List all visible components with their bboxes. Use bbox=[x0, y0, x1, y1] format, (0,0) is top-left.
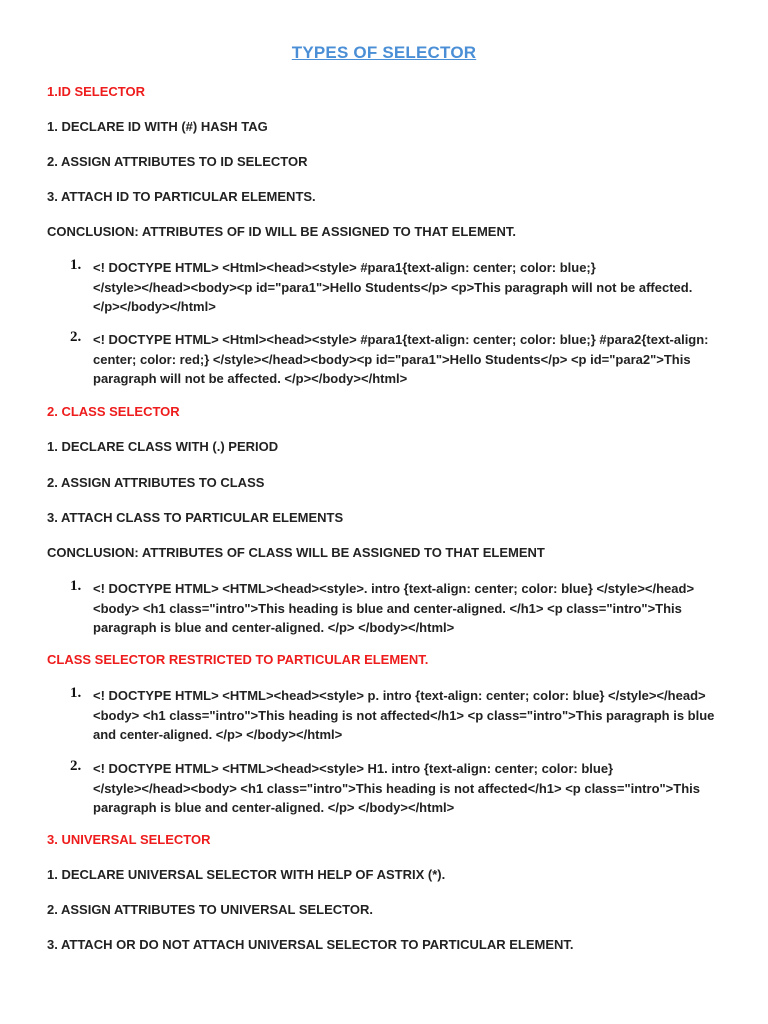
code-line: </p></body></html> bbox=[93, 299, 216, 314]
code-example-text bbox=[93, 579, 718, 638]
code-example-text bbox=[93, 258, 718, 317]
class-step-1: 1. DECLARE CLASS WITH (.) PERIOD bbox=[47, 439, 279, 454]
class-step-2: 2. ASSIGN ATTRIBUTES TO CLASS bbox=[47, 475, 265, 490]
code-example-text bbox=[93, 759, 718, 818]
section-heading-id-selector: 1.ID SELECTOR bbox=[47, 84, 146, 99]
list-number: 1. bbox=[70, 257, 82, 273]
code-line: </style></head><body> <h1 class="intro">This heading is not affected</h1> <p class="intro">This bbox=[93, 780, 700, 796]
code-line: <! DOCTYPE HTML> <Html><head><style> #para1{text-align: center; color: blue;} bbox=[93, 260, 596, 275]
code-line: paragraph is blue and center-aligned. </p> </body></html> bbox=[93, 620, 455, 635]
section-heading-class-selector: 2. CLASS SELECTOR bbox=[47, 404, 180, 419]
list-number: 1. bbox=[70, 685, 82, 701]
code-line: and center-aligned. </p> </body></html> bbox=[93, 727, 343, 742]
code-line: </style></head><body><p id="para1">Hello Students</p> <p>This paragraph will not be affected. bbox=[93, 279, 693, 295]
list-number: 1. bbox=[70, 578, 82, 594]
id-step-3: 3. ATTACH ID TO PARTICULAR ELEMENTS. bbox=[47, 189, 316, 204]
list-number: 2. bbox=[70, 329, 82, 345]
code-line: paragraph is blue and center-aligned. </p> </body></html> bbox=[93, 800, 455, 815]
code-line: <! DOCTYPE HTML> <HTML><head><style> H1. intro {text-align: center; color: blue} bbox=[93, 761, 614, 776]
universal-step-2: 2. ASSIGN ATTRIBUTES TO UNIVERSAL SELECTOR. bbox=[47, 902, 374, 917]
code-line: paragraph will not be affected. </p></body></html> bbox=[93, 371, 408, 386]
id-step-2: 2. ASSIGN ATTRIBUTES TO ID SELECTOR bbox=[47, 154, 308, 169]
code-line: <body> <h1 class="intro">This heading is not affected</h1> <p class="intro">This paragraph is blue bbox=[93, 707, 715, 723]
id-step-1: 1. DECLARE ID WITH (#) HASH TAG bbox=[47, 119, 268, 134]
code-line: <! DOCTYPE HTML> <HTML><head><style>. intro {text-align: center; color: blue} </style></head> bbox=[93, 581, 695, 596]
class-conclusion: CONCLUSION: ATTRIBUTES OF CLASS WILL BE ASSIGNED TO THAT ELEMENT bbox=[47, 545, 545, 560]
code-example-text bbox=[93, 686, 718, 745]
class-step-3: 3. ATTACH CLASS TO PARTICULAR ELEMENTS bbox=[47, 510, 344, 525]
code-example-text bbox=[93, 330, 718, 389]
universal-step-3: 3. ATTACH OR DO NOT ATTACH UNIVERSAL SELECTOR TO PARTICULAR ELEMENT. bbox=[47, 937, 574, 952]
code-line: <body> <h1 class="intro">This heading is blue and center-aligned. </h1> <p class="intro">This bbox=[93, 600, 682, 616]
code-line: center; color: red;} </style></head><body><p id="para1">Hello Students</p> <p id="para2">This bbox=[93, 351, 691, 367]
id-conclusion: CONCLUSION: ATTRIBUTES OF ID WILL BE ASSIGNED TO THAT ELEMENT. bbox=[47, 224, 516, 239]
code-line: <! DOCTYPE HTML> <HTML><head><style> p. intro {text-align: center; color: blue} </style></head> bbox=[93, 688, 706, 703]
universal-step-1: 1. DECLARE UNIVERSAL SELECTOR WITH HELP OF ASTRIX (*). bbox=[47, 867, 446, 882]
section-heading-universal-selector: 3. UNIVERSAL SELECTOR bbox=[47, 832, 211, 847]
section-heading-class-restricted: CLASS SELECTOR RESTRICTED TO PARTICULAR ELEMENT. bbox=[47, 652, 429, 667]
code-line: <! DOCTYPE HTML> <Html><head><style> #para1{text-align: center; color: blue;} #para2{text-align: bbox=[93, 332, 709, 347]
page-title: TYPES OF SELECTOR bbox=[291, 43, 477, 62]
list-number: 2. bbox=[70, 758, 82, 774]
